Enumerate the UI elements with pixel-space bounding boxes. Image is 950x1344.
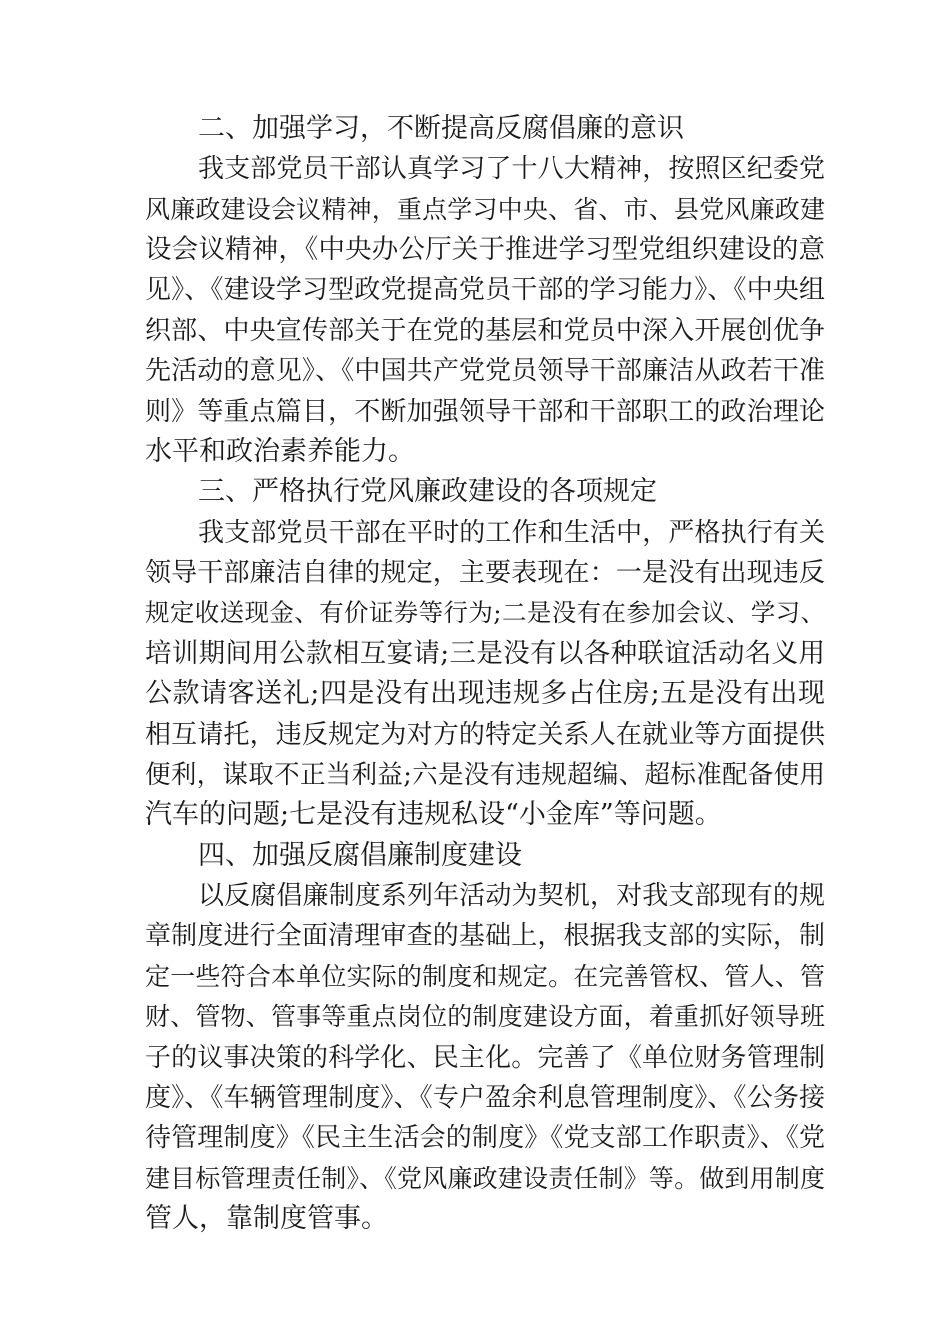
section-heading: 三、严格执行党风廉政建设的各项规定 <box>198 476 657 507</box>
section-heading: 二、加强学习，不断提高反腐倡廉的意识 <box>198 113 684 144</box>
paragraph-line: 度》、《车辆管理制度》、《专户盈余利息管理制度》、《公务接 <box>145 1083 825 1113</box>
paragraph-line: 财、管物、管事等重点岗位的制度建设方面，着重抓好领导班 <box>145 1002 825 1031</box>
paragraph-line: 先活动的意见》、《中国共产党党员领导干部廉洁从政若干准 <box>145 356 825 386</box>
paragraph-line: 管人，靠制度管事。 <box>145 1203 388 1234</box>
paragraph-line: 定一些符合本单位实际的制度和规定。在完善管权、管人、管 <box>145 962 825 991</box>
section-heading: 四、加强反腐倡廉制度建设 <box>198 840 522 871</box>
paragraph-line: 便利，谋取不正当利益;六是没有违规超编、超标准配备使用 <box>145 760 825 790</box>
paragraph-line: 设会议精神，《中央办公厅关于推进学习型党组织建设的意 <box>145 234 825 265</box>
paragraph-line: 以反腐倡廉制度系列年活动为契机，对我支部现有的规 <box>198 881 825 911</box>
paragraph-line: 汽车的问题;七是没有违规私设“小金库”等问题。 <box>145 799 722 830</box>
paragraph-line: 见》、《建设学习型政党提高党员干部的学习能力》、《中央组 <box>145 275 825 305</box>
paragraph-line: 建目标管理责任制》、《党风廉政建设责任制》等。做到用制度 <box>145 1164 825 1193</box>
paragraph-line: 公款请客送礼;四是没有出现违规多占住房;五是没有出现 <box>145 678 825 709</box>
paragraph-line: 水平和政治素养能力。 <box>145 436 415 467</box>
paragraph-line: 待管理制度》《民主生活会的制度》《党支部工作职责》、《党 <box>145 1123 825 1153</box>
paragraph-line: 织部、中央宣传部关于在党的基层和党员中深入开展创优争 <box>145 316 825 346</box>
paragraph-line: 则》等重点篇目，不断加强领导干部和干部职工的政治理论 <box>145 397 825 427</box>
paragraph-line: 相互请托，违反规定为对方的特定关系人在就业等方面提供 <box>145 720 825 750</box>
paragraph-line: 培训期间用公款相互宴请;三是没有以各种联谊活动名义用 <box>145 638 825 669</box>
paragraph-line: 我支部党员干部在平时的工作和生活中，严格执行有关 <box>198 518 825 548</box>
paragraph-line: 子的议事决策的科学化、民主化。完善了《单位财务管理制 <box>145 1043 825 1073</box>
paragraph-line: 风廉政建设会议精神，重点学习中央、省、市、县党风廉政建 <box>145 195 825 224</box>
paragraph-line: 领导干部廉洁自律的规定，主要表现在：一是没有出现违反 <box>145 558 825 588</box>
paragraph-line: 章制度进行全面清理审查的基础上，根据我支部的实际，制 <box>145 921 825 951</box>
paragraph-line: 我支部党员干部认真学习了十八大精神，按照区纪委党 <box>198 154 825 184</box>
paragraph-line: 规定收送现金、有价证券等行为;二是没有在参加会议、学习、 <box>145 598 825 627</box>
